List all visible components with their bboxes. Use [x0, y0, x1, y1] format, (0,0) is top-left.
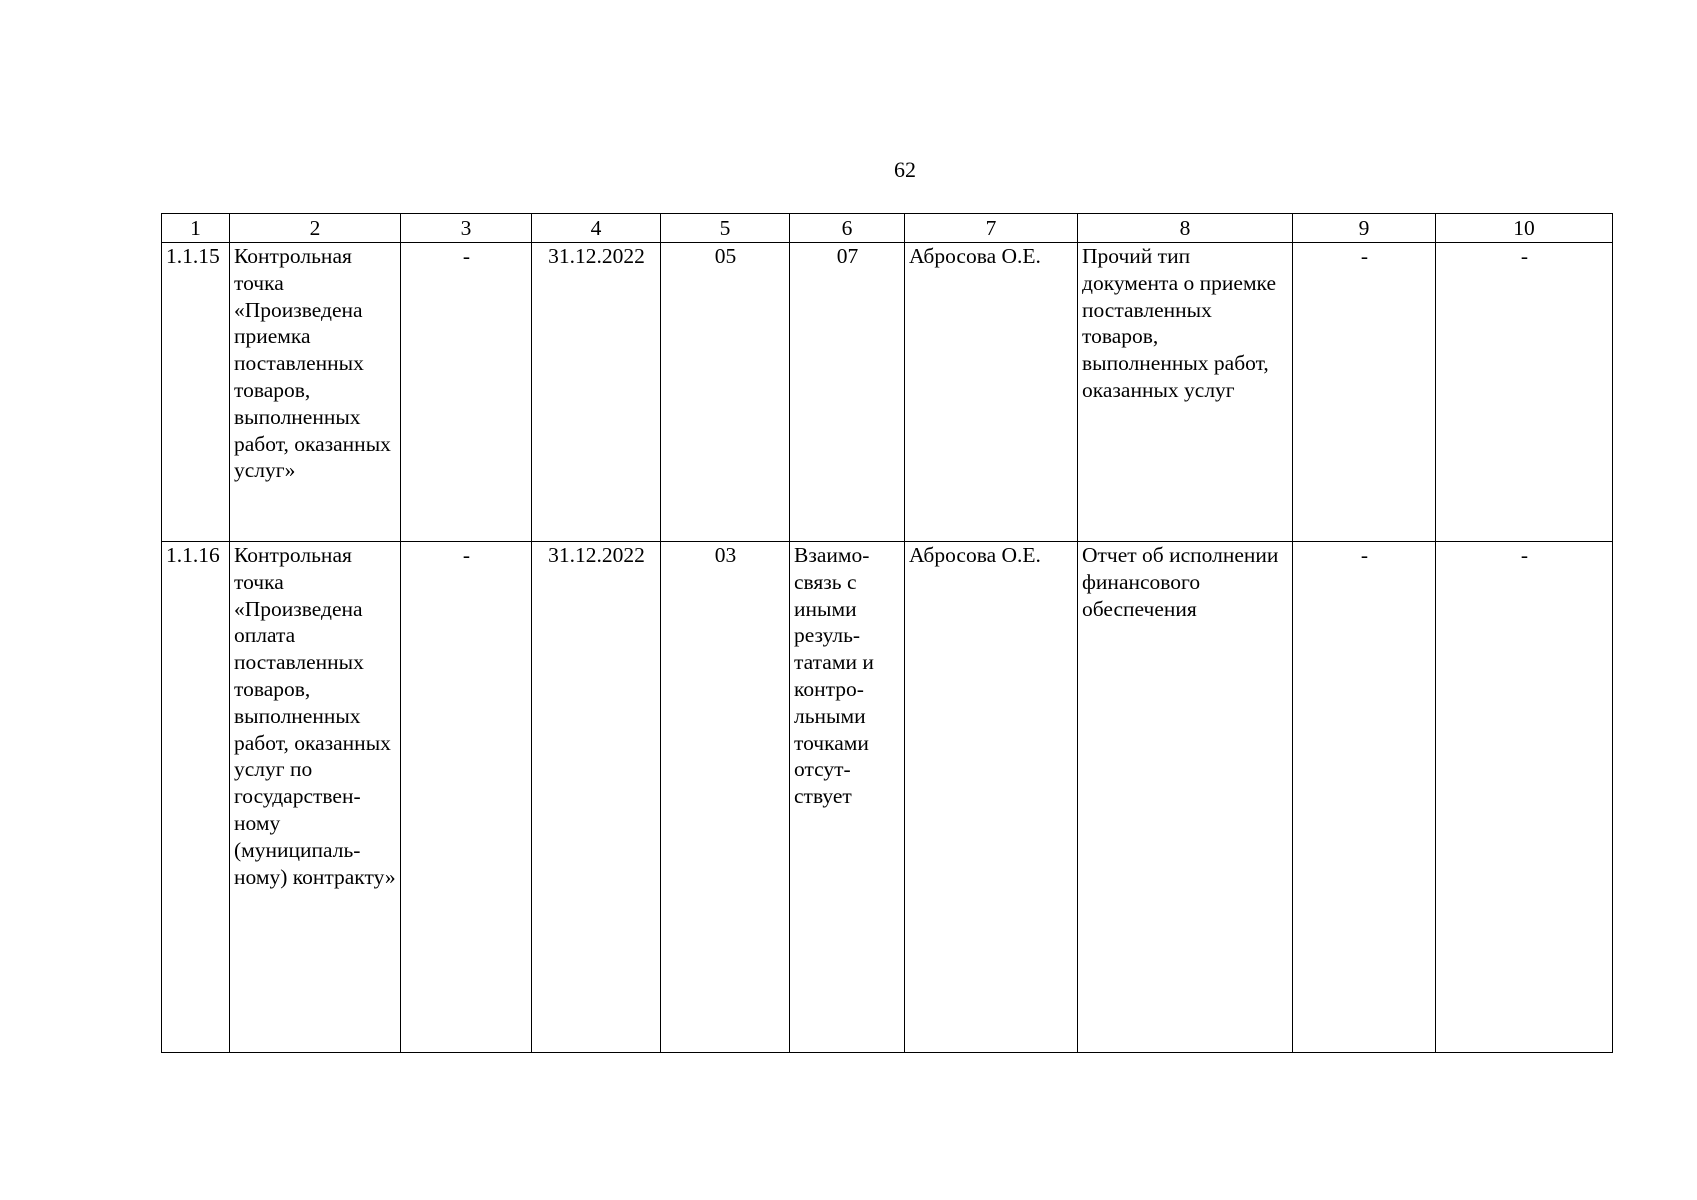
table-cell: -: [401, 243, 532, 542]
date-cell: 31.12.2022: [532, 542, 661, 1053]
table-header-row: [162, 214, 1613, 243]
column-header: 7: [905, 214, 1078, 243]
control-point-name-cell: Контрольная точка «Произведена оплата поставленных товаров, выполненных работ, оказанных услуг по государствен-ному (муниципаль-ному) контракту»: [230, 542, 401, 1053]
table-cell: 07: [790, 243, 905, 542]
control-point-name-cell: Контрольная точка «Произведена приемка поставленных товаров, выполненных работ, оказанных услуг»: [230, 243, 401, 542]
column-header: 2: [230, 214, 401, 243]
row-number-cell: 1.1.15: [162, 243, 230, 542]
responsible-cell: Абросова О.Е.: [905, 542, 1078, 1053]
table-row: [162, 542, 1613, 1053]
date-cell: 31.12.2022: [532, 243, 661, 542]
row-number-cell: 1.1.16: [162, 542, 230, 1053]
column-header: 3: [401, 214, 532, 243]
table-cell: -: [1436, 542, 1613, 1053]
page-number: 62: [894, 157, 916, 182]
column-header: 8: [1078, 214, 1293, 243]
column-header: 4: [532, 214, 661, 243]
table-row: [162, 243, 1613, 542]
column-header: 6: [790, 214, 905, 243]
table-cell: 03: [661, 542, 790, 1053]
column-header: 5: [661, 214, 790, 243]
document-type-cell: Отчет об исполнении финансового обеспечения: [1078, 542, 1293, 1053]
document-table: [161, 213, 1613, 1053]
relationship-cell: Взаимо-связь с иными резуль-татами и контро-льными точками отсут-ствует: [790, 542, 905, 1053]
table-cell: -: [401, 542, 532, 1053]
table-cell: -: [1293, 243, 1436, 542]
column-header: 1: [162, 214, 230, 243]
table-cell: -: [1293, 542, 1436, 1053]
column-header: 10: [1436, 214, 1613, 243]
table-cell: -: [1436, 243, 1613, 542]
responsible-cell: Абросова О.Е.: [905, 243, 1078, 542]
document-type-cell: Прочий тип документа о приемке поставленных товаров, выполненных работ, оказанных услуг: [1078, 243, 1293, 542]
column-header: 9: [1293, 214, 1436, 243]
table-cell: 05: [661, 243, 790, 542]
